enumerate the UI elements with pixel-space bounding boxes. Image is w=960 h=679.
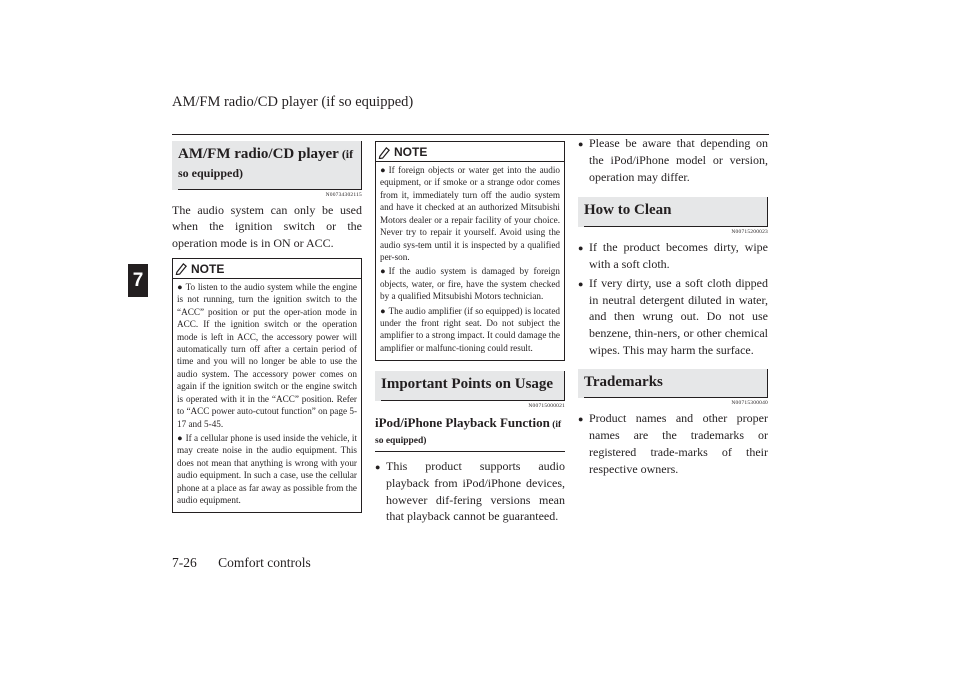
list-item-text: This product supports audio playback from iPod/iPhone devices, however dif-fering versions mean that playback cannot be guaranteed. xyxy=(386,459,565,524)
heading-qualifier-2: so equipped) xyxy=(178,165,244,180)
bullet-icon: ● xyxy=(380,266,386,277)
note-pencil-icon xyxy=(175,262,188,275)
bullet-icon: ● xyxy=(177,432,183,443)
heading-rule xyxy=(381,400,564,401)
list-item xyxy=(375,458,565,525)
column-2 xyxy=(375,141,565,527)
note-item xyxy=(177,432,357,507)
note-item xyxy=(177,281,357,430)
heading-text: How to Clean xyxy=(584,202,672,219)
bullet-icon: ● xyxy=(578,414,584,425)
subsection-heading-ipod xyxy=(375,415,565,447)
note-label xyxy=(378,145,560,159)
list-item-text: If very dirty, use a soft cloth dipped in neutral detergent diluted in water, and then wrung out. Do not use benzene, thin-ners, or other chemical wipes. This may harm the surface. xyxy=(589,275,768,357)
subheading-qualifier-2: so equipped) xyxy=(375,436,427,447)
bullet-icon: ● xyxy=(375,462,381,473)
bullet-icon: ● xyxy=(380,305,386,316)
bullet-icon: ● xyxy=(578,278,584,289)
note-rule xyxy=(376,161,564,162)
bullet-list xyxy=(578,410,768,477)
bullet-icon: ● xyxy=(578,139,584,149)
note-item-text: If a cellular phone is used inside the vehicle, it may create noise in the audio equipment. This does not mean that anything is wrong with your audio equipment. In such a case, use the cellular phone at a place as far away as possible from the audio equipment. xyxy=(177,432,357,506)
subheading-rule xyxy=(375,451,565,452)
intro-text: The audio system can only be used when the ignition switch or the operation mode is in ON or ACC. xyxy=(172,202,362,251)
list-item xyxy=(578,135,768,185)
note-label-text: NOTE xyxy=(394,145,428,159)
page-number: 7-26 xyxy=(172,555,197,570)
footer-section: Comfort controls xyxy=(218,555,311,570)
note-label-text: NOTE xyxy=(191,261,225,276)
subheading-text: iPod/iPhone Playback Function xyxy=(375,415,550,431)
doc-code: N00715300040 xyxy=(731,400,768,407)
list-item-text: If the product becomes dirty, wipe with a soft cloth. xyxy=(589,240,768,271)
bullet-list xyxy=(578,239,768,359)
note-box xyxy=(375,141,565,361)
bullet-list xyxy=(578,135,768,185)
list-item xyxy=(578,275,768,359)
bullet-icon: ● xyxy=(578,243,584,254)
note-item xyxy=(380,265,560,302)
chapter-tab: 7 xyxy=(128,264,148,297)
bullet-icon: ● xyxy=(177,281,183,292)
note-label xyxy=(175,262,357,276)
note-rule xyxy=(173,278,361,279)
list-item xyxy=(578,410,768,477)
bullet-icon: ● xyxy=(380,165,386,175)
section-heading-am-fm xyxy=(172,141,362,190)
column-1 xyxy=(172,141,362,513)
heading-text: Trademarks xyxy=(584,373,663,390)
section-heading-clean xyxy=(578,197,768,227)
column-3 xyxy=(578,135,768,480)
heading-qualifier: (if xyxy=(338,147,354,161)
heading-rule xyxy=(178,189,361,190)
note-pencil-icon xyxy=(378,146,391,159)
heading-text: Important Points on Usage xyxy=(381,376,554,393)
heading-rule xyxy=(584,226,767,227)
note-item xyxy=(380,305,560,355)
page-header-title: AM/FM radio/CD player (if so equipped) xyxy=(172,94,414,110)
subheading-qualifier: (if xyxy=(549,420,562,431)
heading-text: AM/FM radio/CD player xyxy=(178,146,339,162)
note-item-text: The audio amplifier (if so equipped) is located under the front right seat. Do not subject the amplifier to a strong impact. It could damage the amplifier or malfunc-tioning could result. xyxy=(380,305,560,353)
section-heading-usage xyxy=(375,371,565,401)
section-heading-trademarks xyxy=(578,369,768,399)
note-box xyxy=(172,258,362,514)
note-item xyxy=(380,164,560,263)
list-item-text: Product names and other proper names are the trademarks or registered trade-marks of their respective owners. xyxy=(589,411,768,476)
note-item-text: If the audio system is damaged by foreign objects, water, or fire, have the system checked by a qualified Mitsubishi Motors technician. xyxy=(380,266,560,302)
bullet-list xyxy=(375,458,565,525)
page-footer xyxy=(172,555,311,571)
heading-rule xyxy=(584,397,767,398)
doc-code: N00715000021 xyxy=(528,403,565,410)
list-item-text: Please be aware that depending on the iPod/iPhone model or version, operation may differ. xyxy=(589,136,768,184)
doc-code: N00734302115 xyxy=(325,191,362,198)
list-item xyxy=(578,239,768,273)
doc-code: N00715200023 xyxy=(731,229,768,236)
note-item-text: If foreign objects or water get into the audio equipment, or if smoke or a strange odor comes from it, immediately turn off the audio system and have it checked at an authorized Mitsubishi Motors dealer or a repair facility of your choice. Never try to repair it yourself. Avoid using the audio sys-tem until it is inspected by a qualified per-son. xyxy=(380,165,560,262)
note-item-text: To listen to the audio system while the engine is not running, turn the ignition switch to the “ACC” position or put the oper-ation mode in ACC. If the ignition switch or the operation mode is left in ACC, the accessory power will automatically turn off after a certain period of time and you will no longer be able to use the audio system. The accessory power comes on again if the ignition switch or the engine switch is operated with it in the “ACC” position. Refer to “ACC power auto-cutout function” on page 5-17 and 5-45. xyxy=(177,281,357,429)
